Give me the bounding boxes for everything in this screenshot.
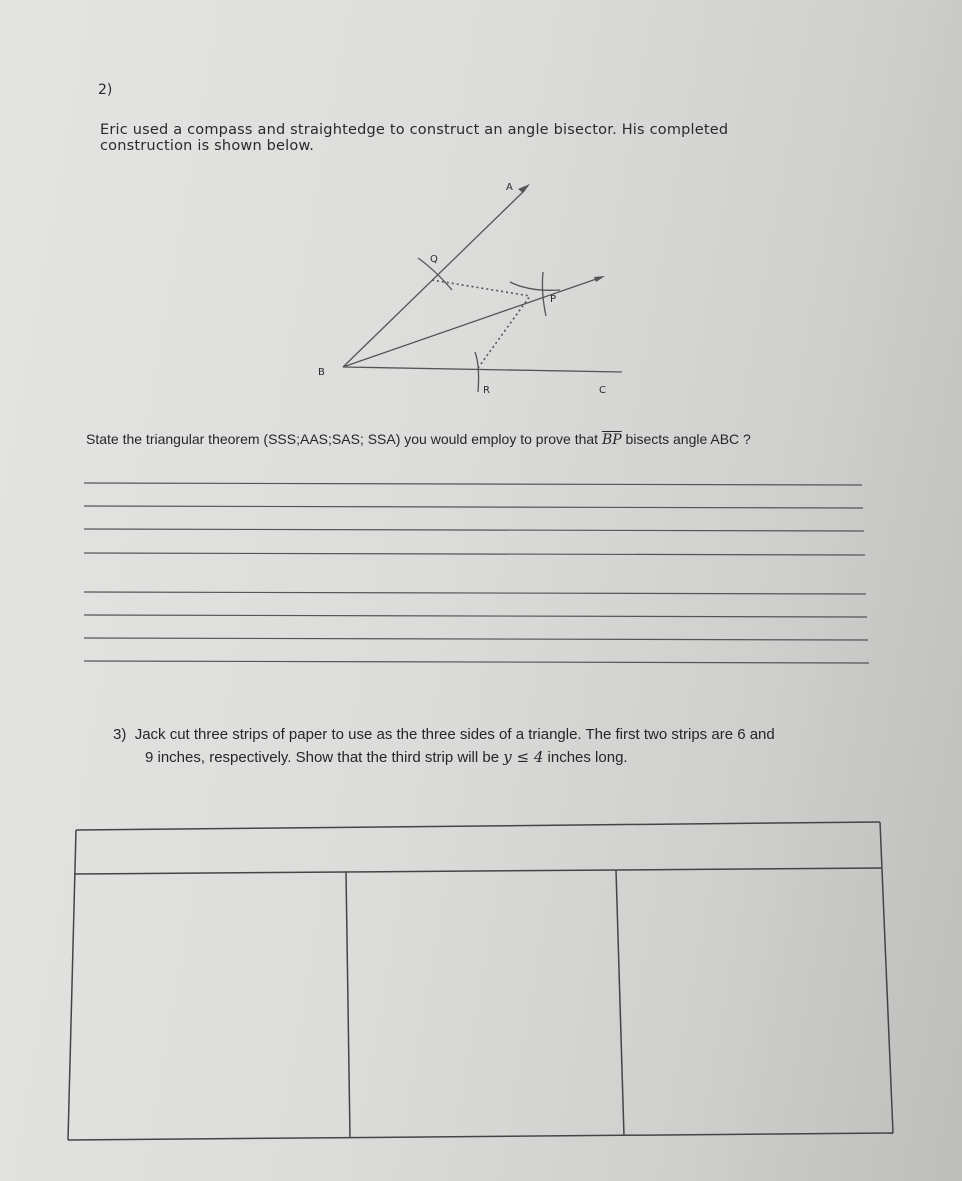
- question-3-number: 3): [113, 726, 127, 743]
- arc-R: [475, 352, 479, 392]
- table-bottom-border: [68, 1133, 893, 1140]
- answer-line: [84, 553, 865, 555]
- dashed-arc-R-to-P: [478, 296, 530, 368]
- ray-BP-notation: $\overline{BP}$: [601, 432, 622, 448]
- answer-line: [84, 483, 862, 485]
- angle-bisector-construction: [0, 0, 962, 420]
- arrowhead-P: [594, 276, 605, 282]
- answer-line: [84, 592, 866, 594]
- ray-BA: [343, 190, 525, 367]
- answer-lines: [0, 470, 962, 680]
- prompt-text-after: bisects angle ABC ?: [621, 431, 751, 447]
- question-3-line-1: [113, 724, 893, 746]
- question-3-text-after: inches long.: [543, 749, 628, 766]
- question-2-prompt: [86, 431, 886, 448]
- ray-BC: [343, 367, 622, 372]
- table-header-divider: [74, 868, 882, 874]
- question-2-intro-line-1: Eric used a compass and straightedge to construct an angle bisector. His completed: [100, 122, 729, 138]
- ray-BP: [343, 277, 602, 367]
- inequality-expression: y ≤ 4: [503, 748, 544, 766]
- prompt-text-before: State the triangular theorem (SSS;AAS;SAS; SSA) you would employ to prove that: [86, 431, 602, 447]
- arc-P-left: [510, 282, 560, 290]
- answer-line: [84, 615, 867, 617]
- label-B: B: [318, 367, 325, 378]
- answer-table: [0, 810, 962, 1170]
- arc-P-right: [542, 272, 546, 316]
- table-left-border: [68, 830, 76, 1140]
- table-top-border: [76, 822, 880, 830]
- arrowhead-A: [518, 184, 530, 193]
- label-Q: Q: [430, 254, 438, 265]
- question-3-line-2: [113, 746, 893, 769]
- table-column-divider: [616, 870, 624, 1136]
- question-3-text-line-1: Jack cut three strips of paper to use as the three sides of a triangle. The first two strips are 6 and: [134, 726, 775, 743]
- question-3: [113, 724, 893, 769]
- dashed-arc-Q-to-P: [432, 280, 530, 296]
- table-column-divider: [346, 872, 350, 1138]
- answer-line: [84, 506, 863, 508]
- label-R: R: [483, 385, 490, 396]
- label-C: C: [599, 385, 606, 396]
- question-3-text-before: 9 inches, respectively. Show that the third strip will be: [145, 749, 504, 766]
- label-A: A: [506, 182, 513, 193]
- answer-line: [84, 529, 864, 531]
- label-P: P: [550, 294, 557, 305]
- answer-line: [84, 638, 868, 640]
- question-2-number: 2): [98, 82, 113, 98]
- answer-line: [84, 661, 869, 663]
- question-2-intro-line-2: construction is shown below.: [100, 138, 315, 154]
